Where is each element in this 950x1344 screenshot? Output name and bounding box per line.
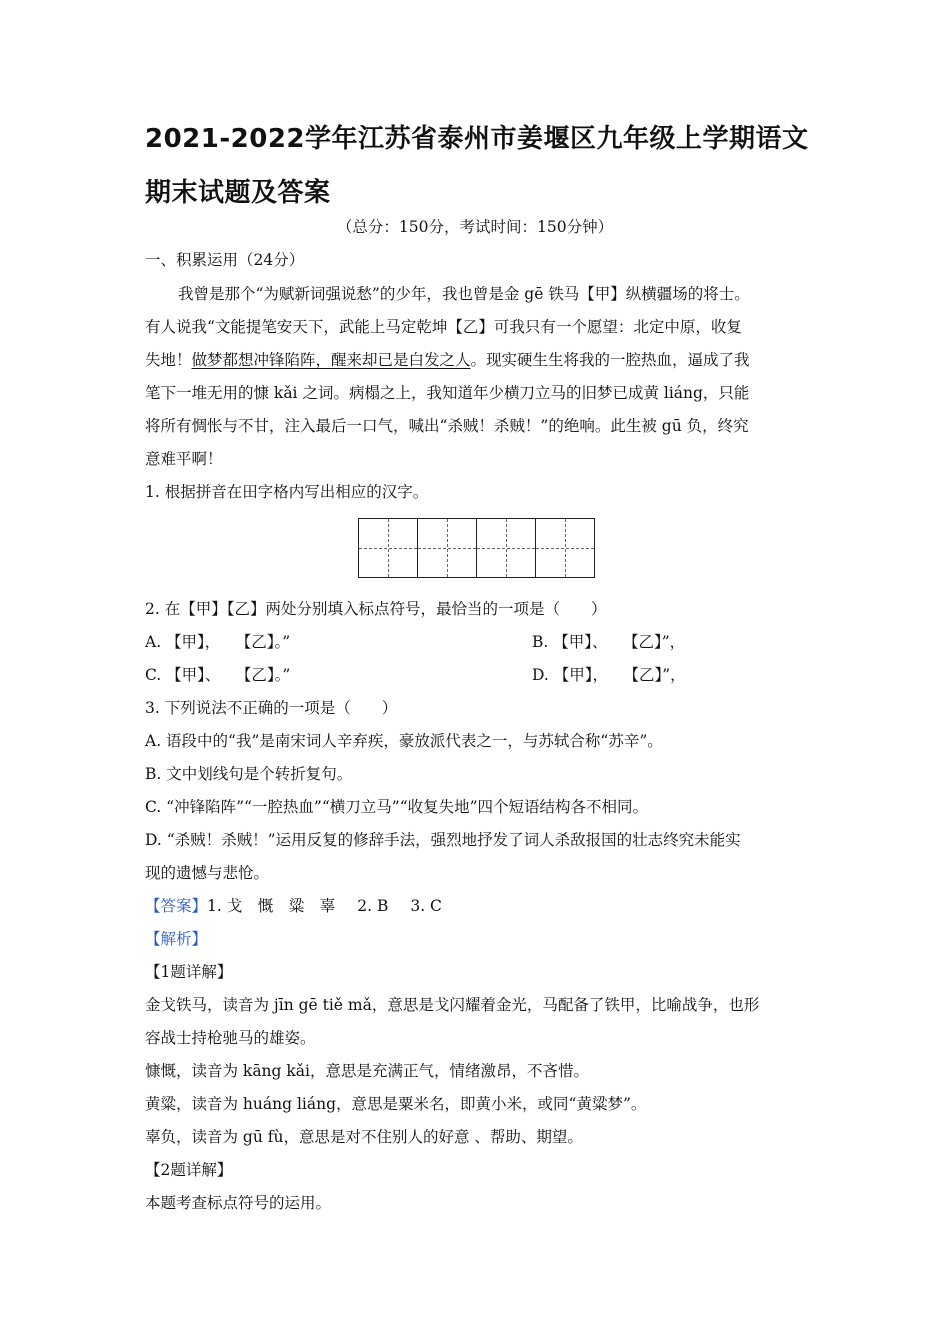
- question-3: 3. 下列说法不正确的一项是（ ）: [145, 699, 398, 717]
- grid-cell[interactable]: [358, 518, 418, 578]
- detail-1-para: 慷慨，读音为 kāng kǎi，意思是充满正气，情绪激昂，不吝惜。: [145, 1062, 589, 1080]
- q2-option-d: D. 【甲】， 【乙】”，: [532, 666, 686, 684]
- passage-line-6: 意难平啊！: [145, 450, 223, 468]
- detail-1-para: 黄粱，读音为 huáng liáng，意思是粟米名，即黄小米，或同“黄粱梦”。: [145, 1095, 647, 1113]
- q2-option-b: B. 【甲】、 【乙】”，: [532, 633, 686, 651]
- passage-line-1: 我曾是那个“为赋新词强说愁”的少年，我也曾是金 gē 铁马【甲】纵横疆场的将士。: [178, 285, 750, 303]
- underlined-sentence: 做梦都想冲锋陷阵，醒来却已是白发之人: [191, 351, 471, 369]
- detail-2-heading: 【2题详解】: [145, 1161, 233, 1179]
- q3-option-c: C. “冲锋陷阵”“一腔热血”“横刀立马”“收复失地”四个短语结构各不相同。: [145, 798, 649, 816]
- document-title: 2021-2022学年江苏省泰州市姜堰区九年级上学期语文期末试题及答案: [145, 124, 809, 208]
- q3-option-d: D. “杀贼！杀贼！”运用反复的修辞手法，强烈地抒发了词人杀敌报国的壮志终究未能实: [145, 831, 741, 849]
- q2-option-c: C. 【甲】、 【乙】。”: [145, 666, 291, 684]
- passage-line-2: 有人说我“文能提笔安天下，武能上马定乾坤【乙】可我只有一个愿望：北定中原，收复: [145, 318, 742, 336]
- q2-option-a: A. 【甲】， 【乙】。”: [145, 633, 291, 651]
- answer-3: 3. C: [410, 897, 442, 915]
- q3-option-a: A. 语段中的“我”是南宋词人辛弃疾，豪放派代表之一，与苏轼合称“苏辛”。: [145, 732, 663, 750]
- detail-2-para: 本题考查标点符号的运用。: [145, 1194, 332, 1212]
- grid-cell[interactable]: [418, 518, 477, 578]
- exam-info: （总分：150分，考试时间：150分钟）: [336, 218, 614, 236]
- section-heading: 一、积累运用（24分）: [145, 251, 305, 269]
- answer-1: 1. 戈 慨 粱 辜: [207, 897, 336, 915]
- detail-1-heading: 【1题详解】: [145, 963, 233, 981]
- analysis-label: 【解析】: [145, 930, 208, 948]
- q3-option-d-cont: 现的遗憾与悲怆。: [145, 864, 270, 882]
- answer-2: 2. B: [357, 897, 389, 915]
- detail-1-para: 金戈铁马，读音为 jīn gē tiě mǎ，意思是戈闪耀着金光，马配备了铁甲，比喻战争，也形: [145, 996, 760, 1014]
- question-2: 2. 在【甲】【乙】两处分别填入标点符号，最恰当的一项是（ ）: [145, 600, 607, 618]
- passage-line-3: [145, 348, 750, 370]
- grid-cell[interactable]: [536, 518, 595, 578]
- passage-text: 失地！: [145, 351, 192, 369]
- q3-option-b: B. 文中划线句是个转折复句。: [145, 765, 353, 783]
- detail-1-para: 辜负，读音为 gū fù，意思是对不住别人的好意 、帮助、期望。: [145, 1128, 583, 1146]
- tianzige-grid: [358, 518, 598, 578]
- answer-line: [145, 894, 442, 916]
- answer-label: 【答案】: [145, 897, 208, 915]
- detail-1-para: 容战士持枪驰马的雄姿。: [145, 1029, 316, 1047]
- grid-cell[interactable]: [477, 518, 536, 578]
- passage-text: 。现实硬生生将我的一腔热血，逼成了我: [470, 351, 750, 369]
- passage-line-5: 将所有惆怅与不甘，注入最后一口气，喊出“杀贼！杀贼！”的绝响。此生被 gū 负，终究: [145, 417, 749, 435]
- passage-line-4: 笔下一堆无用的慷 kǎi 之词。病榻之上，我知道年少横刀立马的旧梦已成黄 liáng，只能: [145, 384, 750, 402]
- question-1: 1. 根据拼音在田字格内写出相应的汉字。: [145, 483, 429, 501]
